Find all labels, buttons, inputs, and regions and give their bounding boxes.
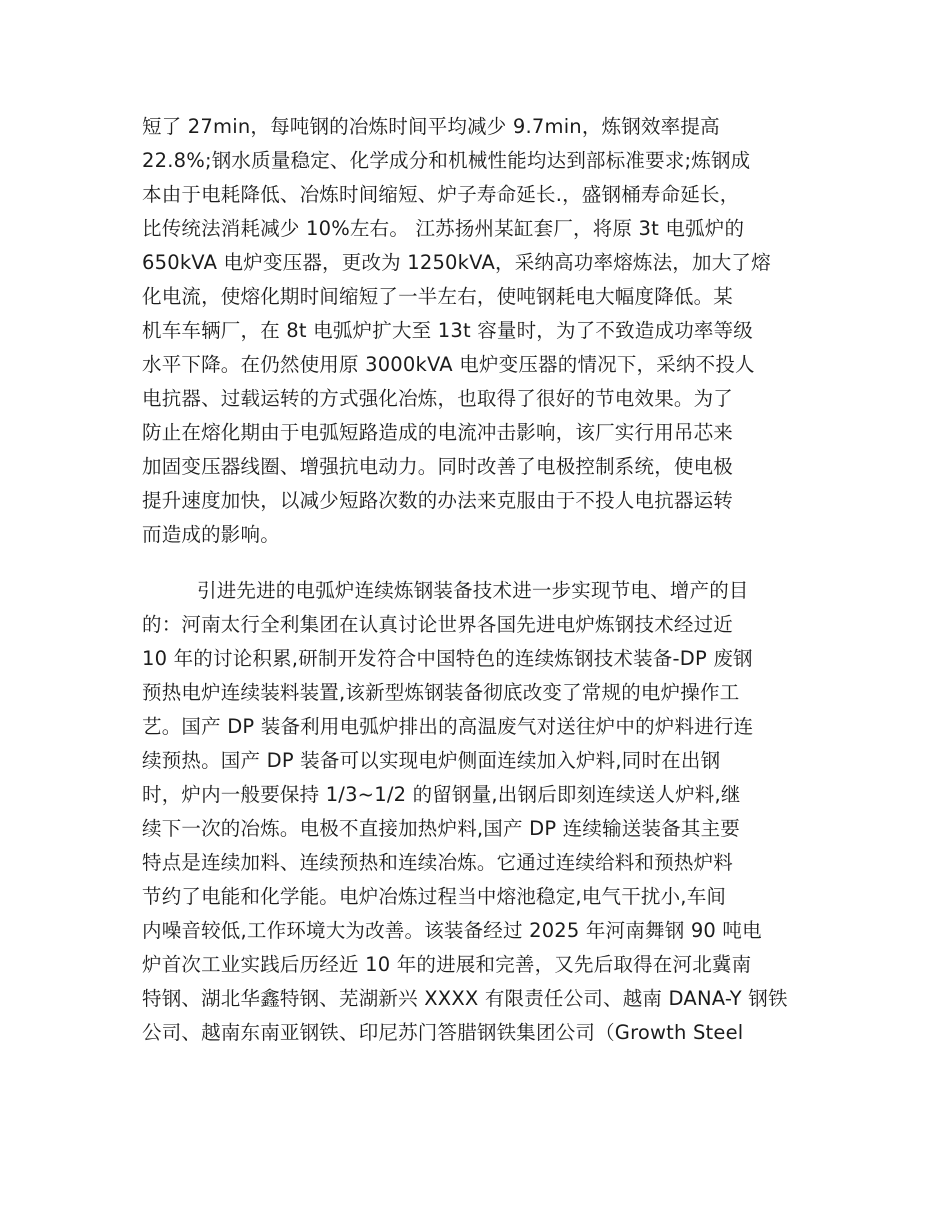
text-line: 650kVA 电炉变压器，更改为 1250kVA，采纳高功率熔炼法，加大了熔: [142, 251, 771, 274]
text-line: 比传统法消耗减少 10%左右。 江苏扬州某缸套厂，将原 3t 电弧炉的: [142, 217, 745, 240]
text-line: 而造成的影响。: [142, 523, 280, 546]
text-line: 续预热。国产 DP 装备可以实现电炉侧面连续加入炉料,同时在出钢: [142, 749, 721, 772]
text-line: 炉首次工业实践后历经近 10 年的进展和完善，又先后取得在河北冀南: [142, 953, 752, 976]
text-line: 节约了电能和化学能。电炉冶炼过程当中熔池稳定,电气干扰小,车间: [142, 885, 727, 908]
text-line: 电抗器、过载运转的方式强化冶炼，也取得了很好的节电效果。为了: [142, 387, 734, 410]
text-line: 时，炉内一般要保持 1/3~1/2 的留钢量,出钢后即刻连续送人炉料,继: [142, 783, 741, 806]
text-line: 短了 27min，每吨钢的冶炼时间平均减少 9.7min，炼钢效率提高: [142, 115, 720, 138]
text-line: 公司、越南东南亚钢铁、印尼苏门答腊钢铁集团公司（Growth Steel: [142, 1021, 744, 1044]
text-line: 引进先进的电弧炉连续炼钢装备技术进一步实现节电、增产的目: [197, 579, 749, 602]
text-line: 内噪音较低,工作环境大为改善。该装备经过 2025 年河南舞钢 90 吨电: [142, 919, 762, 942]
text-line: 本由于电耗降低、冶炼时间缩短、炉子寿命延长.，盛钢桶寿命延长，: [142, 183, 740, 206]
text-line: 特点是连续加料、连续预热和连续冶炼。它通过连续给料和预热炉料: [142, 851, 734, 874]
text-line: 提升速度加快，以减少短路次数的办法来克服由于不投人电抗器运转: [142, 489, 734, 512]
text-line: 续下一次的冶炼。电极不直接加热炉料,国产 DP 连续输送装备其主要: [142, 817, 740, 840]
text-line: 防止在熔化期由于电弧短路造成的电流冲击影响，该厂实行用吊芯来: [142, 421, 734, 444]
text-line: 加固变压器线圈、增强抗电动力。同时改善了电极控制系统，使电极: [142, 455, 734, 478]
text-line: 特钢、湖北华鑫特钢、芜湖新兴 XXXX 有限责任公司、越南 DANA-Y 钢铁: [142, 987, 788, 1010]
text-line: 10 年的讨论积累,研制开发符合中国特色的连续炼钢技术装备-DP 废钢: [142, 647, 753, 670]
text-line: 机车车辆厂，在 8t 电弧炉扩大至 13t 容量时，为了不致造成功率等级: [142, 319, 754, 342]
text-line: 化电流，使熔化期时间缩短了一半左右，使吨钢耗电大幅度降低。某: [142, 285, 734, 308]
text-line: 水平下降。在仍然使用原 3000kVA 电炉变压器的情况下，采纳不投人: [142, 353, 755, 376]
text-line: 22.8%;钢水质量稳定、化学成分和机械性能均达到部标准要求;炼钢成: [142, 149, 751, 172]
text-line: 的：河南太行全利集团在认真讨论世界各国先进电炉炼钢技术经过近: [142, 613, 734, 636]
text-line: 艺。国产 DP 装备利用电弧炉排出的高温废气对送往炉中的炉料进行连: [142, 715, 754, 738]
text-line: 预热电炉连续装料装置,该新型炼钢装备彻底改变了常规的电炉操作工: [142, 681, 740, 704]
